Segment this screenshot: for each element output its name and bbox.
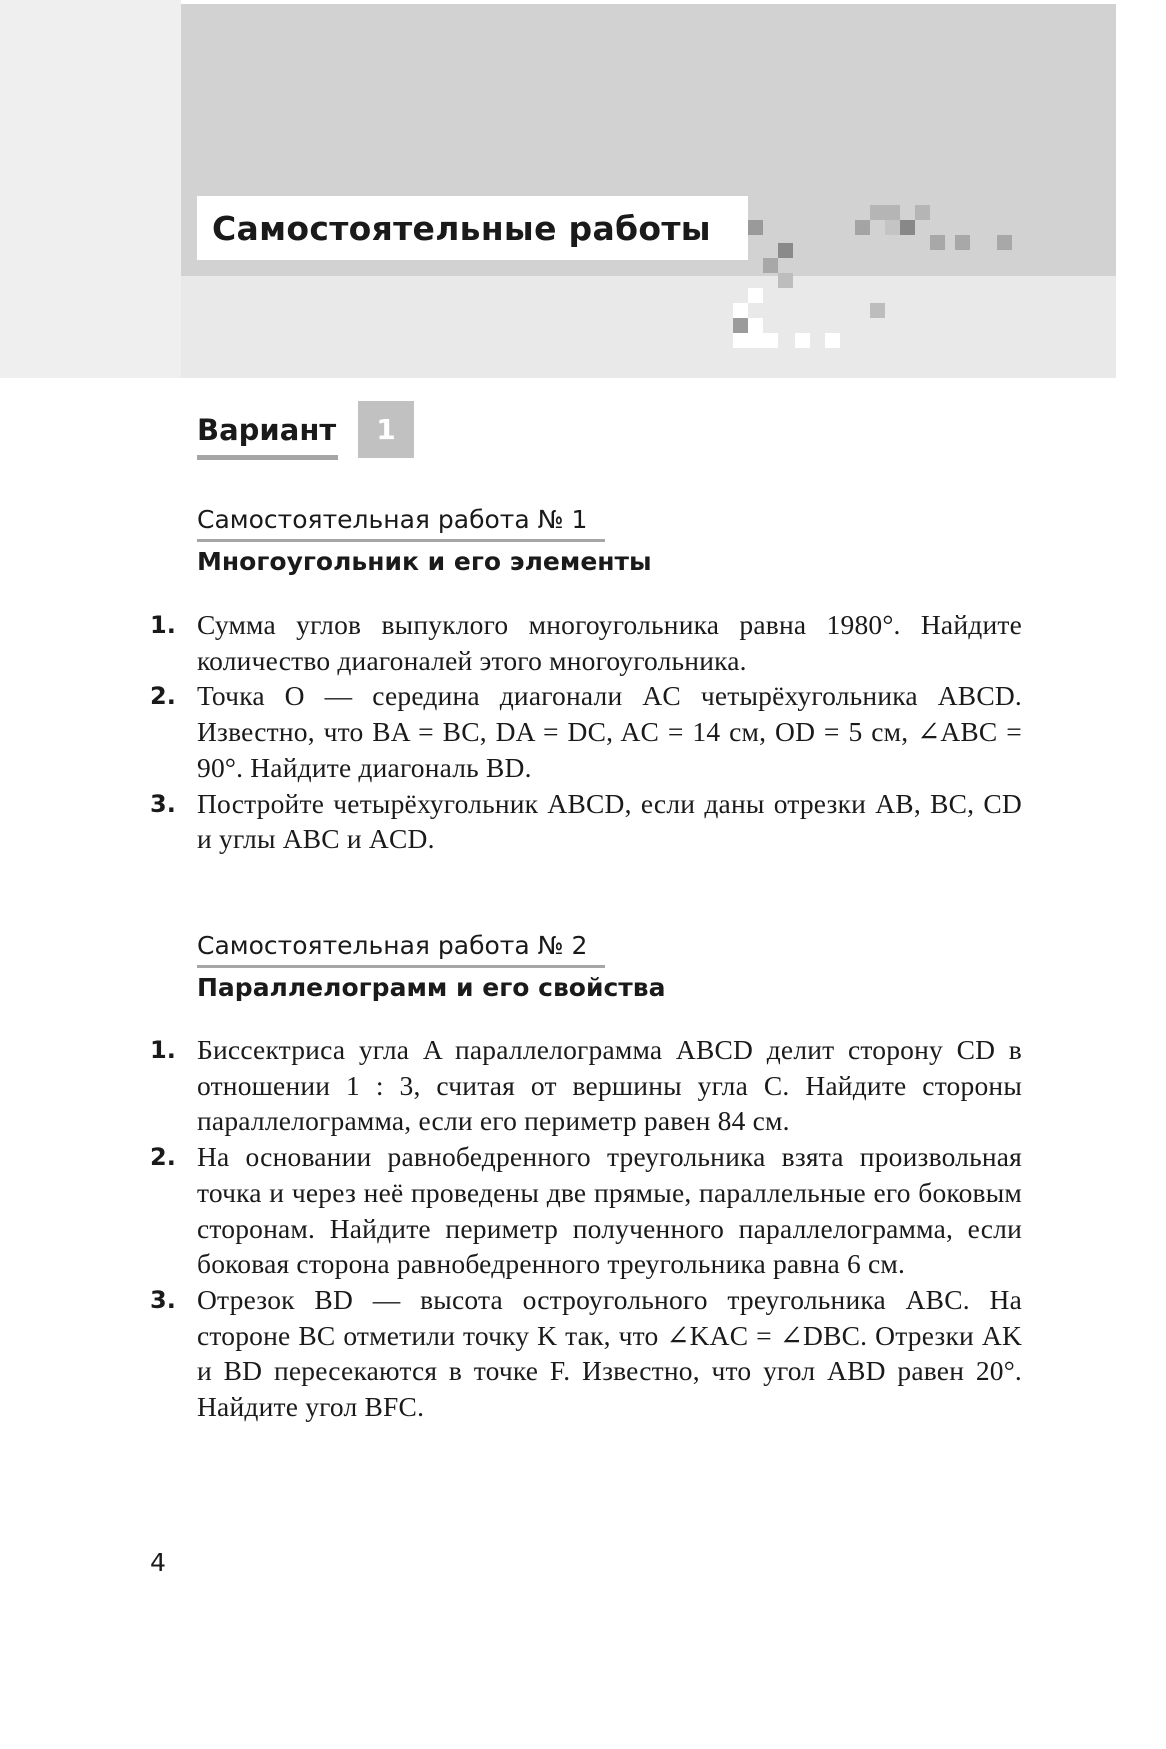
section-subtitle: Параллелограмм и его свойства [197,973,666,1002]
task-number: 3. [150,789,176,818]
header-band-lower [181,276,1116,378]
task-number: 2. [150,682,176,711]
task-list [150,607,1022,857]
task-item [150,1282,1022,1425]
variant-underline [197,455,338,460]
task-item [150,678,1022,785]
task-number: 2. [150,1143,176,1172]
page-title: Самостоятельные работы [197,196,748,260]
task-item [150,1032,1022,1139]
task-item [150,786,1022,857]
section-subtitle: Многоугольник и его элементы [197,547,652,576]
section-heading: Самостоятельная работа № 2 [197,931,588,960]
task-text: На основании равнобедренного треугольника взята произвольная точка и через неё проведены две прямые, параллельные его боковым сторонам. Найдите периметр полученного параллелограмма, если боковая сторона равнобедренного треугольника равна 6 см. [197,1141,1022,1280]
task-text: Точка O — середина диагонали AC четырёхугольника ABCD. Известно, что BA = BC, DA = DC, AC = 14 см, OD = 5 см, ∠ABC = 90°. Найдите диагональ BD. [197,680,1022,783]
section-heading-underline [197,965,605,968]
task-number: 1. [150,1036,176,1064]
task-text: Биссектриса угла A параллелограмма ABCD делит сторону CD в отношении 1 : 3, считая от вершины угла C. Найдите стороны параллелограмма, если его периметр равен 84 см. [197,1034,1022,1137]
variant-number-badge: 1 [358,401,414,458]
section-heading: Самостоятельная работа № 1 [197,505,588,534]
header-side-strip [0,0,181,378]
task-number: 3. [150,1285,176,1314]
section-heading-underline [197,539,605,542]
task-number: 1. [150,611,176,639]
task-text: Отрезок BD — высота остроугольного треугольника ABC. На стороне BC отметили точку K так, что ∠KAC = ∠DBC. Отрезки AK и BD пересекаются в точке F. Известно, что угол ABD равен 20°. Найдите угол BFC. [197,1283,1022,1423]
page-number: 4 [150,1548,166,1577]
task-text: Сумма углов выпуклого многоугольника равна 1980°. Найдите количество диагоналей этого многоугольника. [197,609,1022,676]
task-item [150,607,1022,678]
task-list [150,1032,1022,1425]
task-text: Постройте четырёхугольник ABCD, если даны отрезки AB, BC, CD и углы ABC и ACD. [197,787,1022,855]
task-item [150,1139,1022,1282]
variant-label: Вариант [197,413,337,447]
